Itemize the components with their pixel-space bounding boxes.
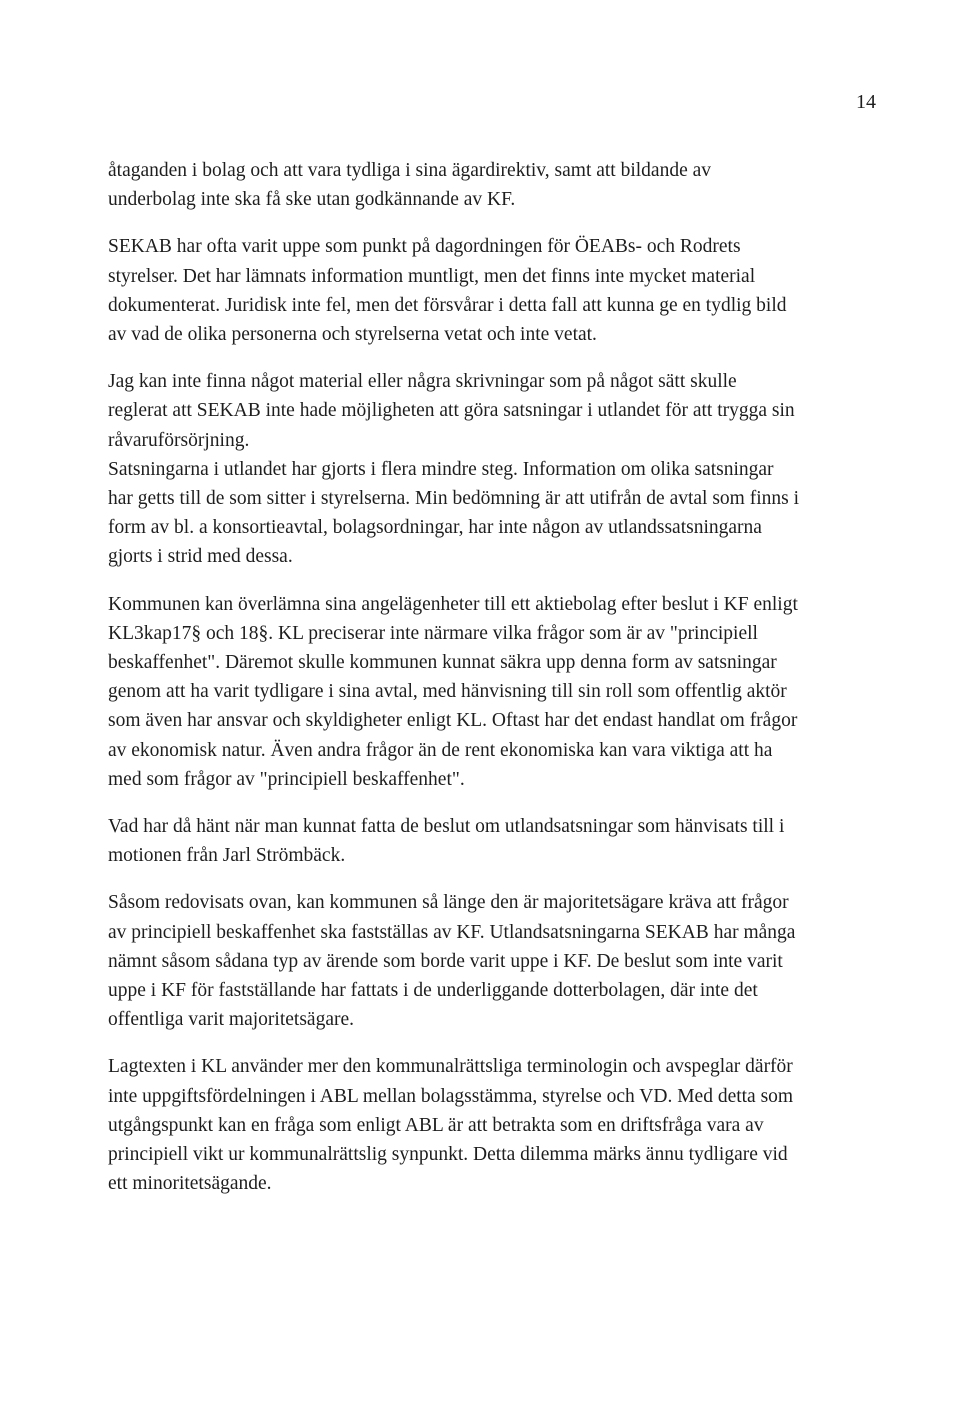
text-line: Jag kan inte finna något material eller några skrivningar som på något sätt skulle (108, 371, 737, 393)
text-line: offentliga varit majoritetsägare. (108, 1009, 354, 1031)
paragraph-1 (108, 156, 888, 214)
text-line: principiell vikt ur kommunalrättslig synpunkt. Detta dilemma märks ännu tydligare vid (108, 1144, 788, 1166)
text-line: gjorts i strid med dessa. (108, 546, 293, 568)
text-line: av ekonomisk natur. Även andra frågor än de rent ekonomiska kan vara viktiga att ha (108, 739, 773, 761)
text-line: åtaganden i bolag och att vara tydliga i sina ägardirektiv, samt att bildande av (108, 160, 712, 181)
text-line: nämnt såsom sådana typ av ärende som borde varit uppe i KF. De beslut som inte varit (108, 950, 783, 972)
text-line: råvaruförsörjning. (108, 429, 250, 451)
text-line: med som frågor av "principiell beskaffenhet". (108, 768, 465, 790)
paragraph-6 (108, 812, 888, 870)
text-line: uppe i KF för fastställande har fattats i de underliggande dotterbolagen, där inte det (108, 980, 758, 1002)
text-line: utgångspunkt kan en fråga som enligt ABL är att betrakta som en driftsfråga vara av (108, 1114, 764, 1136)
text-line: av vad de olika personerna och styrelserna vetat och inte vetat. (108, 324, 597, 346)
paragraph-8 (108, 1052, 888, 1198)
paragraph-2 (108, 232, 888, 349)
text-line: Kommunen kan överlämna sina angelägenheter till ett aktiebolag efter beslut i KF enligt (108, 593, 798, 615)
text-line: Lagtexten i KL använder mer den kommunalrättsliga terminologin och avspeglar därför (108, 1056, 793, 1078)
text-line: beskaffenhet". Däremot skulle kommunen kunnat säkra upp denna form av satsningar (108, 652, 777, 674)
text-line: underbolag inte ska få ske utan godkännande av KF. (108, 189, 516, 211)
text-line: som även har ansvar och skyldigheter enligt KL. Oftast har det endast handlat om frågor (108, 710, 798, 732)
text-line: dokumenterat. Juridisk inte fel, men det försvårar i detta fall att kunna ge en tydlig bild (108, 294, 787, 316)
text-line: genom att ha varit tydligare i sina avtal, med hänvisning till sin roll som offentlig aktör (108, 681, 787, 703)
paragraph-3 (108, 367, 888, 455)
body-text (108, 156, 888, 1199)
paragraph-5 (108, 590, 888, 794)
text-line: Såsom redovisats ovan, kan kommunen så länge den är majoritetsägare kräva att frågor (108, 892, 789, 914)
paragraph-7 (108, 888, 888, 1034)
text-line: Vad har då hänt när man kunnat fatta de beslut om utlandsatsningar som hänvisats till i (108, 816, 785, 838)
text-line: har getts till de som sitter i styrelserna. Min bedömning är att utifrån de avtal som finns i (108, 488, 800, 510)
page-number: 14 (856, 91, 876, 113)
text-line: form av bl. a konsortieavtal, bolagsordningar, har inte någon av utlandssatsningarna (108, 517, 762, 539)
text-line: inte uppgiftsfördelningen i ABL mellan bolagsstämma, styrelse och VD. Med detta som (108, 1085, 794, 1107)
text-line: styrelser. Det har lämnats information muntligt, men det finns inte mycket material (108, 265, 756, 287)
text-line: motionen från Jarl Strömbäck. (108, 845, 346, 867)
text-line: KL3kap17§ och 18§. KL preciserar inte närmare vilka frågor som är av "principiell (108, 622, 758, 644)
text-line: ett minoritetsägande. (108, 1173, 272, 1195)
text-line: Satsningarna i utlandet har gjorts i flera mindre steg. Information om olika satsningar (108, 458, 774, 480)
text-line: SEKAB har ofta varit uppe som punkt på dagordningen för ÖEABs- och Rodrets (108, 236, 741, 258)
text-line: av principiell beskaffenhet ska fastställas av KF. Utlandsatsningarna SEKAB har många (108, 921, 796, 943)
text-line: reglerat att SEKAB inte hade möjligheten att göra satsningar i utlandet för att trygga sin (108, 400, 795, 422)
paragraph-4 (108, 455, 888, 572)
